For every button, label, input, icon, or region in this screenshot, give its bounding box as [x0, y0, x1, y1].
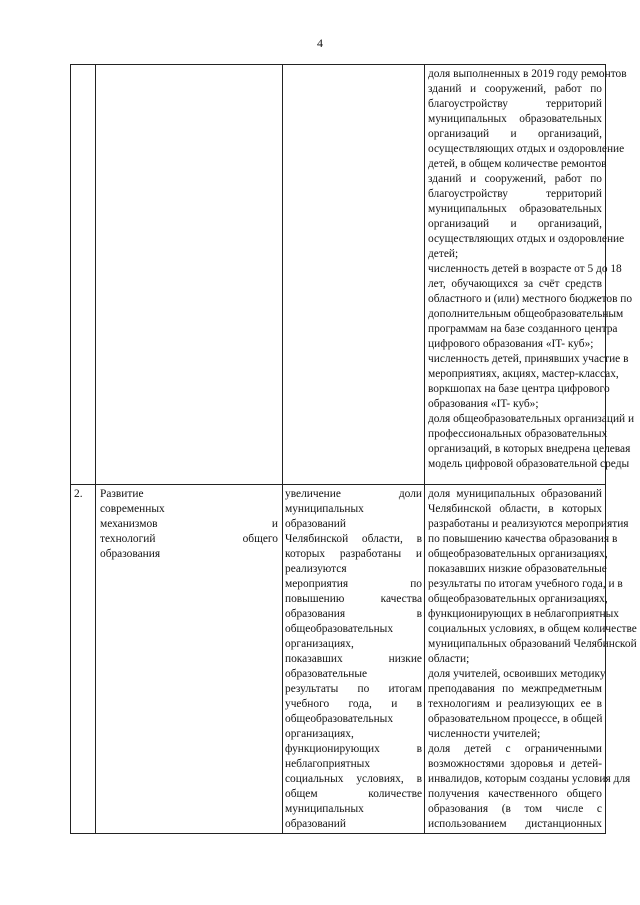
text-line: инвалидов, которым созданы условия для [428, 773, 631, 785]
text-line: профессиональных образовательных [428, 428, 608, 440]
text-line: которых разработаны и [285, 548, 422, 560]
text-line: области; [428, 653, 470, 665]
text-line: численности учителей; [428, 728, 541, 740]
text-line: дополнительным общеобразовательным [428, 308, 624, 320]
text-line: зданий и сооружений, работ по [428, 173, 602, 185]
text-line: доля учителей, освоивших методику [428, 668, 606, 680]
text-line: доля общеобразовательных организаций и [428, 413, 635, 425]
text-line: организациях, [285, 638, 354, 650]
text-line: организаций, в которых внедрена целевая [428, 443, 631, 455]
text-line: образований [285, 518, 346, 530]
text-line: преподавания по межпредметным [428, 683, 602, 695]
text-line: благоустройству территорий [428, 188, 602, 200]
text-line: доля выполненных в 2019 году ремонтов [428, 68, 627, 80]
text-line: благоустройству территорий [428, 98, 602, 110]
table-row [70, 484, 637, 834]
row-number-cell [71, 65, 96, 484]
text-line: социальных условиях, в общем количестве [428, 623, 637, 635]
text-line: социальных условиях, в [285, 773, 422, 785]
text-line: муниципальных образований Челябинской [428, 638, 637, 650]
text-line: увеличение доли [285, 488, 422, 500]
text-line: образования (в том числе с [428, 803, 602, 815]
text-line: общеобразовательных [285, 623, 394, 635]
text-line: организаций и организаций, [428, 128, 602, 140]
page-number: 4 [317, 36, 323, 50]
text-line: муниципальных образовательных [428, 203, 602, 215]
text-line: численность детей, принявших участие в [428, 353, 629, 365]
text-line: реализуются [285, 563, 347, 575]
text-line: общеобразовательных [285, 713, 394, 725]
text-line: технологий общего [100, 533, 278, 545]
text-line: доля детей с ограниченными [428, 743, 602, 755]
text-line: муниципальных [285, 803, 364, 815]
text-line: современных [100, 503, 165, 515]
text-line: муниципальных [285, 503, 364, 515]
text-line: образования [100, 548, 161, 560]
table-row [70, 64, 635, 485]
text-line: результаты по итогам учебного года, и в [428, 578, 623, 590]
text-line: лет, обучающихся за счёт средств [428, 278, 602, 290]
text-line: муниципальных образовательных [428, 113, 602, 125]
text-line: общем количестве [285, 788, 422, 800]
text-line: образовательном процессе, в общей [428, 713, 603, 725]
text-line: показавших низкие образовательные [428, 563, 607, 575]
text-line: учебного года, и в [285, 698, 422, 710]
text-line: модель цифровой образовательной среды [428, 458, 630, 470]
text-line: разработаны и реализуются мероприятия [428, 518, 629, 530]
text-line: программам на базе созданного центра [428, 323, 618, 335]
text-line: образования «IT- куб»; [428, 398, 539, 410]
text-line: Челябинской области, в которых [428, 503, 602, 515]
text-line: детей, в общем количестве ремонтов [428, 158, 607, 170]
text-line: общеобразовательных организациях, [428, 548, 608, 560]
text-line: организаций и организаций, [428, 218, 602, 230]
row-number-cell [71, 485, 96, 833]
text-line: повышению качества [285, 593, 422, 605]
target-indicator-cell [425, 65, 635, 484]
task-cell [96, 65, 283, 484]
text-line: механизмов и [100, 518, 278, 530]
text-line: мероприятия по [285, 578, 422, 590]
text-line: функционирующих в [285, 743, 422, 755]
target-indicator-cell [425, 485, 637, 833]
row-number: 2. [74, 488, 83, 500]
indicator-cell [283, 485, 425, 833]
task-cell [96, 485, 283, 833]
text-line: Развитие [100, 488, 144, 500]
text-line: воркшопах на базе центра цифрового [428, 383, 610, 395]
text-line: результаты по итогам [285, 683, 422, 695]
text-line: организациях, [285, 728, 354, 740]
indicator-cell [283, 65, 425, 484]
text-line: осуществляющих отдых и оздоровление [428, 233, 625, 245]
text-line: показавших низкие [285, 653, 422, 665]
text-line: технологиям и реализующих ее в [428, 698, 602, 710]
text-line: использованием дистанционных [428, 818, 602, 830]
text-line: по повышению качества образования в [428, 533, 618, 545]
text-line: мероприятиях, акциях, мастер-классах, [428, 368, 619, 380]
text-line: численность детей в возрасте от 5 до 18 [428, 263, 622, 275]
text-line: Челябинской области, в [285, 533, 422, 545]
text-line: областного и (или) местного бюджетов по [428, 293, 633, 305]
text-line: образований [285, 818, 346, 830]
text-line: общеобразовательных организациях, [428, 593, 608, 605]
text-line: цифрового образования «IT- куб»; [428, 338, 594, 350]
text-line: получения качественного общего [428, 788, 602, 800]
text-line: доля муниципальных образований [428, 488, 602, 500]
text-line: образования в [285, 608, 422, 620]
text-line: возможностями здоровья и детей- [428, 758, 602, 770]
text-line: осуществляющих отдых и оздоровление [428, 143, 625, 155]
text-line: неблагоприятных [285, 758, 371, 770]
text-line: детей; [428, 248, 459, 260]
text-line: функционирующих в неблагоприятных [428, 608, 619, 620]
text-line: образовательные [285, 668, 368, 680]
text-line: зданий и сооружений, работ по [428, 83, 602, 95]
